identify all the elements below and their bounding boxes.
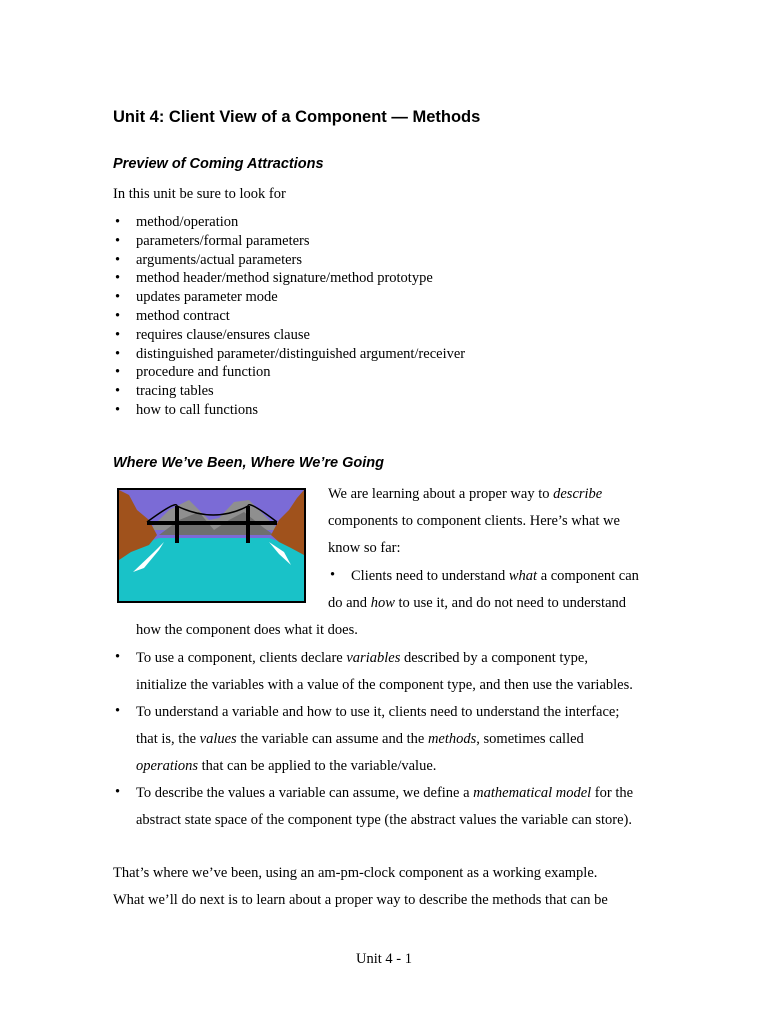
list-item: • distinguished parameter/distinguished argument/receiver [113, 345, 465, 364]
preview-list [113, 213, 465, 420]
bullet-1-line1: Clients need to understand what a component can [351, 568, 639, 584]
where-intro-line2: components to component clients. Here’s what we [328, 513, 620, 529]
closing-line1: That’s where we’ve been, using an am-pm-clock component as a working example. [113, 865, 598, 881]
bullet-4-line1: To describe the values a variable can assume, we define a mathematical model for the [136, 785, 634, 801]
closing-line2: What we’ll do next is to learn about a proper way to describe the methods that can be [113, 892, 608, 908]
bullet-3-line1: To understand a variable and how to use it, clients need to understand the interface; [136, 704, 620, 720]
list-item: • parameters/formal parameters [113, 232, 465, 251]
list-item: • method header/method signature/method prototype [113, 269, 465, 288]
preview-intro: In this unit be sure to look for [113, 186, 286, 202]
list-item: • tracing tables [113, 382, 465, 401]
bullet: • [330, 567, 336, 583]
list-item: • requires clause/ensures clause [113, 326, 465, 345]
bullet-2-line2: initialize the variables with a value of the component type, and then use the variables. [136, 677, 633, 693]
bullet: • [115, 649, 121, 665]
list-item: • how to call functions [113, 401, 465, 420]
where-intro-line1: We are learning about a proper way to describe [328, 486, 603, 502]
list-item: • arguments/actual parameters [113, 251, 465, 270]
bullet: • [115, 703, 121, 719]
list-item: • method contract [113, 307, 465, 326]
where-intro-line3: know so far: [328, 540, 401, 556]
page-title: Unit 4: Client View of a Component — Methods [113, 108, 481, 126]
list-item: • method/operation [113, 213, 465, 232]
list-item: • updates parameter mode [113, 288, 465, 307]
bullet-2-line1: To use a component, clients declare variables described by a component type, [136, 650, 588, 666]
bullet: • [115, 784, 121, 800]
where-heading: Where We’ve Been, Where We’re Going [113, 455, 385, 471]
bullet-1-line3: how the component does what it does. [136, 622, 358, 638]
bullet-4-line2: abstract state space of the component type (the abstract values the variable can store). [136, 812, 633, 828]
list-item: • procedure and function [113, 363, 465, 382]
bullet-3-line2: that is, the values the variable can assume and the methods, sometimes called [136, 731, 584, 747]
bullet-3-line3: operations that can be applied to the variable/value. [136, 758, 437, 774]
preview-heading: Preview of Coming Attractions [113, 156, 324, 172]
page-footer: Unit 4 - 1 [356, 951, 412, 967]
bridge-illustration [117, 488, 306, 603]
bullet-1-line2: do and how to use it, and do not need to understand [328, 595, 627, 611]
